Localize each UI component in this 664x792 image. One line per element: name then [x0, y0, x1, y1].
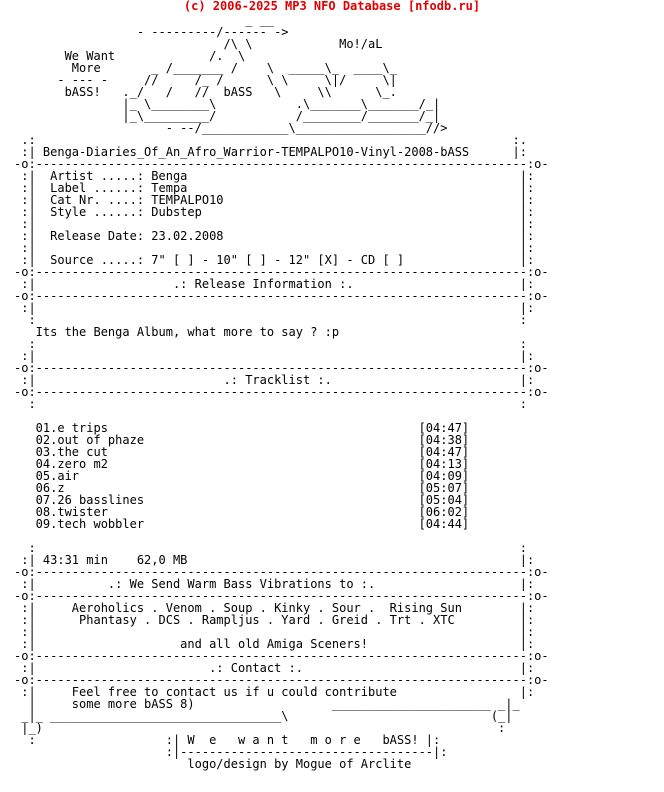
nfo-line: - ---------/------ ->: [14, 25, 289, 39]
nfo-line: _|_ ________________________________\ (_|: [14, 709, 513, 723]
nfo-line: -o:--------------------------------------------------------------------:o-: [14, 385, 549, 399]
nfo-line: 03.the cut [04:47]: [14, 445, 470, 459]
nfo-line: :| 43:31 min 62,0 MB |:: [14, 553, 535, 567]
nfo-line: 06.z [05:07]: [14, 481, 470, 495]
nfo-line: :| .: Release Information :. |:: [14, 277, 535, 291]
nfo-line: :| Benga-Diaries_Of_An_Afro_Warrior-TEMPALPO10-Vinyl-2008-bASS |:: [14, 145, 527, 159]
nfo-line: :| .: We Send Warm Bass Vibrations to :. |:: [14, 577, 535, 591]
nfo-line: : :: [14, 541, 527, 555]
nfo-line: : :: [14, 337, 527, 351]
nfo-line: - --/____________\__________________//>: [14, 121, 448, 135]
nfo-line: 04.zero m2 [04:13]: [14, 457, 470, 471]
nfo-line: -o:--------------------------------------------------------------------:o-: [14, 673, 549, 687]
nfo-line: :| .: Contact :. |:: [14, 661, 535, 675]
nfo-line: -o:--------------------------------------------------------------------:o-: [14, 361, 549, 375]
nfo-line: :| Feel free to contact us if u could contribute |:: [14, 685, 535, 699]
nfo-line: -o:--------------------------------------------------------------------:o-: [14, 565, 549, 579]
nfo-line: /\ \ Mo!/aL: [14, 37, 383, 51]
nfo-line: -o:--------------------------------------------------------------------:o-: [14, 265, 549, 279]
nfo-line: -o:--------------------------------------------------------------------:o-: [14, 649, 549, 663]
nfo-line: :| Artist .....: Benga |:: [14, 169, 535, 183]
nfo-line: -o:--------------------------------------------------------------------:o-: [14, 289, 549, 303]
nfo-line: bASS! ._/ / // bASS \ \\ \_.: [14, 85, 397, 99]
nfo-line: :| |:: [14, 301, 535, 315]
site-header-title: (c) 2006-2025 MP3 NFO Database [nfodb.ru]: [183, 0, 481, 13]
nfo-line: :| Label ......: Tempa |:: [14, 181, 535, 195]
nfo-line: .: :.: [14, 133, 527, 147]
nfo-line: :| Phantasy . DCS . Rampljus . Yard . Greid . Trt . XTC |:: [14, 613, 535, 627]
nfo-line: More _ /_______ / \ _____\_ ____\_: [14, 61, 397, 75]
nfo-line: :| |:: [14, 217, 535, 231]
nfo-line: -o:--------------------------------------------------------------------:o-: [14, 589, 549, 603]
nfo-line: 02.out of phaze [04:38]: [14, 433, 470, 447]
nfo-line: 05.air [04:09]: [14, 469, 470, 483]
nfo-line: :| |:: [14, 241, 535, 255]
nfo-line: - --- - // /_ / \ \ \|/ \|: [14, 73, 397, 87]
nfo-line: |_\_________/ /________/_______/_|: [14, 109, 441, 123]
nfo-line: logo/design by Mogue of Arclite: [14, 757, 412, 771]
nfo-line: We Want /. \: [14, 49, 246, 63]
nfo-line: :| Cat Nr. ....: TEMPALPO10 |:: [14, 193, 535, 207]
nfo-line: -o:--------------------------------------------------------------------:o-: [14, 157, 549, 171]
nfo-line: 09.tech wobbler [04:44]: [14, 517, 470, 531]
nfo-line: 07.26 basslines [05:04]: [14, 493, 470, 507]
nfo-line: :| Release Date: 23.02.2008 |:: [14, 229, 535, 243]
nfo-line: | some more bASS 8) ______________________ _|_: [14, 697, 520, 711]
nfo-line: : :| W e w a n t m o r e bASS! |:: [14, 733, 441, 747]
nfo-line: 08.twister [06:02]: [14, 505, 470, 519]
nfo-line: :| |:: [14, 349, 535, 363]
nfo-text-block: [14, 14, 549, 770]
nfo-line: Its the Benga Album, what more to say ? :p: [14, 325, 340, 339]
nfo-line: |_) :: [14, 721, 506, 735]
nfo-line: : :: [14, 397, 527, 411]
nfo-line: :| |:: [14, 625, 535, 639]
nfo-line: :| Style ......: Dubstep |:: [14, 205, 535, 219]
nfo-line: :| and all old Amiga Sceners! |:: [14, 637, 535, 651]
nfo-line: :| Source .....: 7" [ ] - 10" [ ] - 12" [X] - CD [ ] |:: [14, 253, 535, 267]
nfo-line: :|-----------------------------------|:: [14, 745, 448, 759]
nfo-line: _ __: [14, 13, 275, 27]
nfo-line: |_ \________\ .\_______\_______/_|: [14, 97, 441, 111]
nfo-line: :| .: Tracklist :. |:: [14, 373, 535, 387]
nfo-line: 01.e trips [04:47]: [14, 421, 470, 435]
nfo-line: : :: [14, 313, 527, 327]
nfo-line: :| Aeroholics . Venom . Soup . Kinky . Sour . Rising Sun |:: [14, 601, 535, 615]
